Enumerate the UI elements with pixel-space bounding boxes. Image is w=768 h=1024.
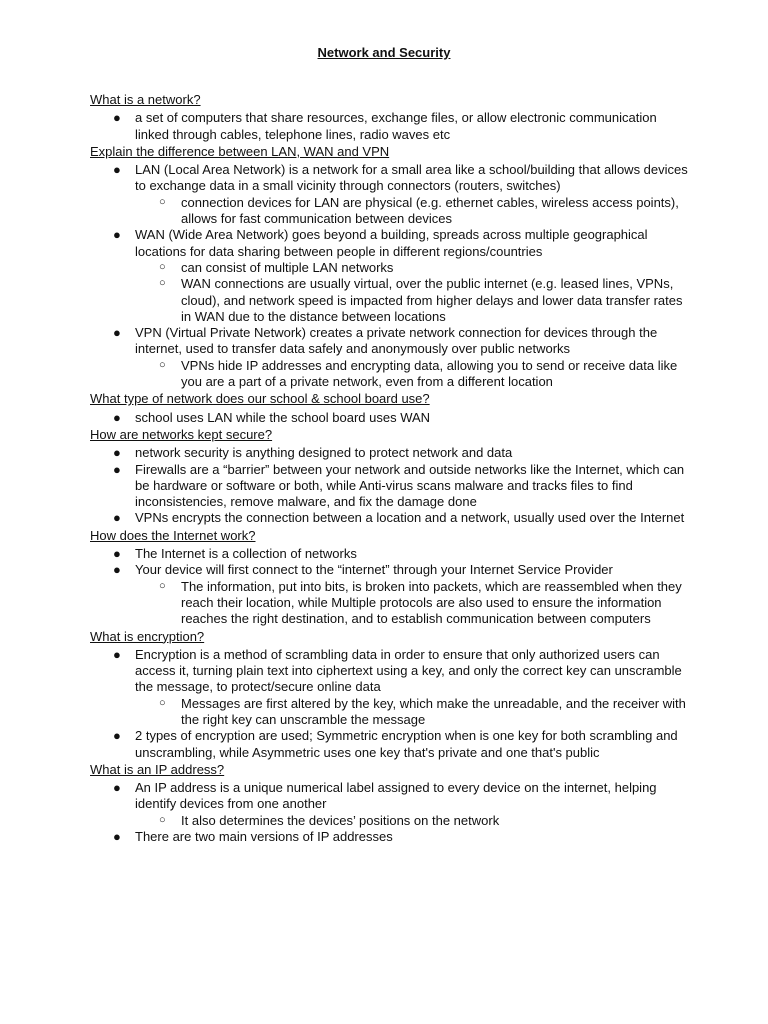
sub-list-item (90, 358, 690, 391)
sub-list-item-text: connection devices for LAN are physical (e.g. ethernet cables, wireless access points), allows for fast communication between devices (181, 194, 679, 227)
section-heading: What type of network does our school & school board use? (90, 391, 430, 407)
bullet-dot-icon: ● (113, 646, 121, 662)
bullet-list (90, 546, 690, 627)
bullet-list (90, 647, 690, 761)
bullet-dot-icon: ● (113, 780, 121, 796)
list-item-text: school uses LAN while the school board uses WAN (135, 409, 431, 425)
list-item-text: Firewalls are a “barrier” between your network and outside networks like the Internet, which can be hardware or software or both, while Anti-virus scans malware and tracks files to find inconsistencies, remove malware, and fix the damage done (135, 461, 685, 510)
bullet-list (90, 780, 690, 845)
list-item-text: VPN (Virtual Private Network) creates a private network connection for devices through the internet, used to transfer data safely and anonymously over public networks (135, 325, 658, 357)
section (90, 629, 690, 761)
list-item (90, 546, 690, 562)
section (90, 528, 690, 628)
sub-list-item-text: It also determines the devices’ positions on the network (181, 812, 500, 828)
bullet-circle-icon: ○ (159, 277, 166, 290)
list-item (90, 562, 690, 627)
sub-list-item-text: The information, put into bits, is broken into packets, which are reassembled when they reach their location, while Multiple protocols are also used to ensure the information reaches the right destination, and to establish communication between computers (181, 578, 682, 627)
list-item-text: There are two main versions of IP addresses (135, 829, 393, 845)
bullet-dot-icon: ● (113, 510, 121, 526)
list-item (90, 110, 690, 143)
section-heading: How does the Internet work? (90, 527, 256, 543)
bullet-circle-icon: ○ (159, 358, 166, 371)
bullet-circle-icon: ○ (159, 260, 166, 273)
section (90, 144, 690, 390)
section-heading: What is a network? (90, 92, 201, 107)
bullet-circle-icon: ○ (159, 195, 166, 208)
section-heading: What is an IP address? (90, 761, 225, 777)
section-heading: What is encryption? (90, 628, 205, 644)
bullet-list (90, 110, 690, 143)
bullet-list (90, 162, 690, 390)
list-item-text: LAN (Local Area Network) is a network for a small area like a school/building that allows devices to exchange data in a small vicinity through connectors (routers, switches) (135, 162, 688, 194)
document-title: Network and Security (317, 45, 451, 60)
sub-bullet-list (135, 260, 690, 325)
section (90, 92, 690, 143)
bullet-circle-icon: ○ (159, 696, 166, 709)
sub-list-item (90, 579, 690, 628)
list-item-text: network security is anything designed to protect network and data (135, 445, 513, 461)
sub-bullet-list (135, 696, 690, 729)
sub-list-item (90, 813, 690, 829)
list-item-text: Your device will first connect to the “internet” through your Internet Service Provider (135, 562, 613, 578)
section-heading: How are networks kept secure? (90, 426, 273, 442)
list-item-text: The Internet is a collection of networks (135, 546, 357, 562)
section (90, 762, 690, 845)
sub-list-item-text: Messages are first altered by the key, which make the unreadable, and the receiver with the right key can unscramble the message (181, 695, 686, 727)
bullet-dot-icon: ● (113, 162, 121, 178)
bullet-list (90, 445, 690, 526)
list-item (90, 445, 690, 461)
sub-bullet-list (135, 195, 690, 228)
bullet-dot-icon: ● (113, 445, 121, 461)
bullet-dot-icon: ● (113, 227, 121, 243)
sub-list-item (90, 260, 690, 276)
sub-bullet-list (135, 358, 690, 391)
list-item (90, 227, 690, 325)
bullet-dot-icon: ● (113, 110, 121, 126)
bullet-dot-icon: ● (113, 409, 121, 425)
bullet-dot-icon: ● (113, 728, 121, 744)
bullet-dot-icon: ● (113, 829, 121, 845)
sub-list-item-text: can consist of multiple LAN networks (181, 259, 394, 275)
bullet-dot-icon: ● (113, 325, 121, 341)
sub-list-item (90, 195, 690, 228)
sub-bullet-list (135, 579, 690, 628)
bullet-dot-icon: ● (113, 546, 121, 562)
bullet-circle-icon: ○ (159, 813, 166, 826)
document-body (90, 92, 690, 846)
sub-list-item-text: WAN connections are usually virtual, over the public internet (e.g. leased lines, VPNs, cloud), and network speed is impacted from higher delays and lower data transfer rates in WAN due to the distance between locations (181, 276, 683, 324)
sub-list-item (90, 696, 690, 729)
list-item-text: VPNs encrypts the connection between a location and a network, usually used over the Internet (135, 510, 685, 526)
section (90, 391, 690, 426)
bullet-dot-icon: ● (113, 461, 121, 477)
bullet-dot-icon: ● (113, 562, 121, 578)
list-item (90, 728, 690, 761)
bullet-list (90, 410, 690, 426)
bullet-circle-icon: ○ (159, 579, 166, 592)
section (90, 427, 690, 527)
list-item (90, 462, 690, 511)
list-item (90, 410, 690, 426)
list-item-text: a set of computers that share resources, exchange files, or allow electronic communication linked through cables, telephone lines, radio waves etc (135, 110, 657, 142)
section-heading: Explain the difference between LAN, WAN and VPN (90, 143, 390, 159)
list-item (90, 510, 690, 526)
list-item (90, 780, 690, 829)
list-item (90, 162, 690, 227)
list-item-text: An IP address is a unique numerical label assigned to every device on the internet, helping identify devices from one another (135, 780, 657, 812)
list-item (90, 829, 690, 845)
list-item-text: Encryption is a method of scrambling data in order to ensure that only authorized users can access it, turning plain text into ciphertext using a key, and only the correct key can unscramble the message, to protect/secure online data (135, 646, 682, 695)
sub-bullet-list (135, 813, 690, 829)
sub-list-item (90, 276, 690, 325)
list-item (90, 647, 690, 728)
sub-list-item-text: VPNs hide IP addresses and encrypting data, allowing you to send or receive data like you are a part of a private network, even from a different location (181, 357, 678, 390)
list-item-text: 2 types of encryption are used; Symmetric encryption when is one key for both scrambling and unscrambling, while Asymmetric uses one key that's private and one that's public (135, 728, 678, 760)
list-item (90, 325, 690, 390)
list-item-text: WAN (Wide Area Network) goes beyond a building, spreads across multiple geographical locations for data sharing between people in different regions/countries (135, 227, 648, 259)
